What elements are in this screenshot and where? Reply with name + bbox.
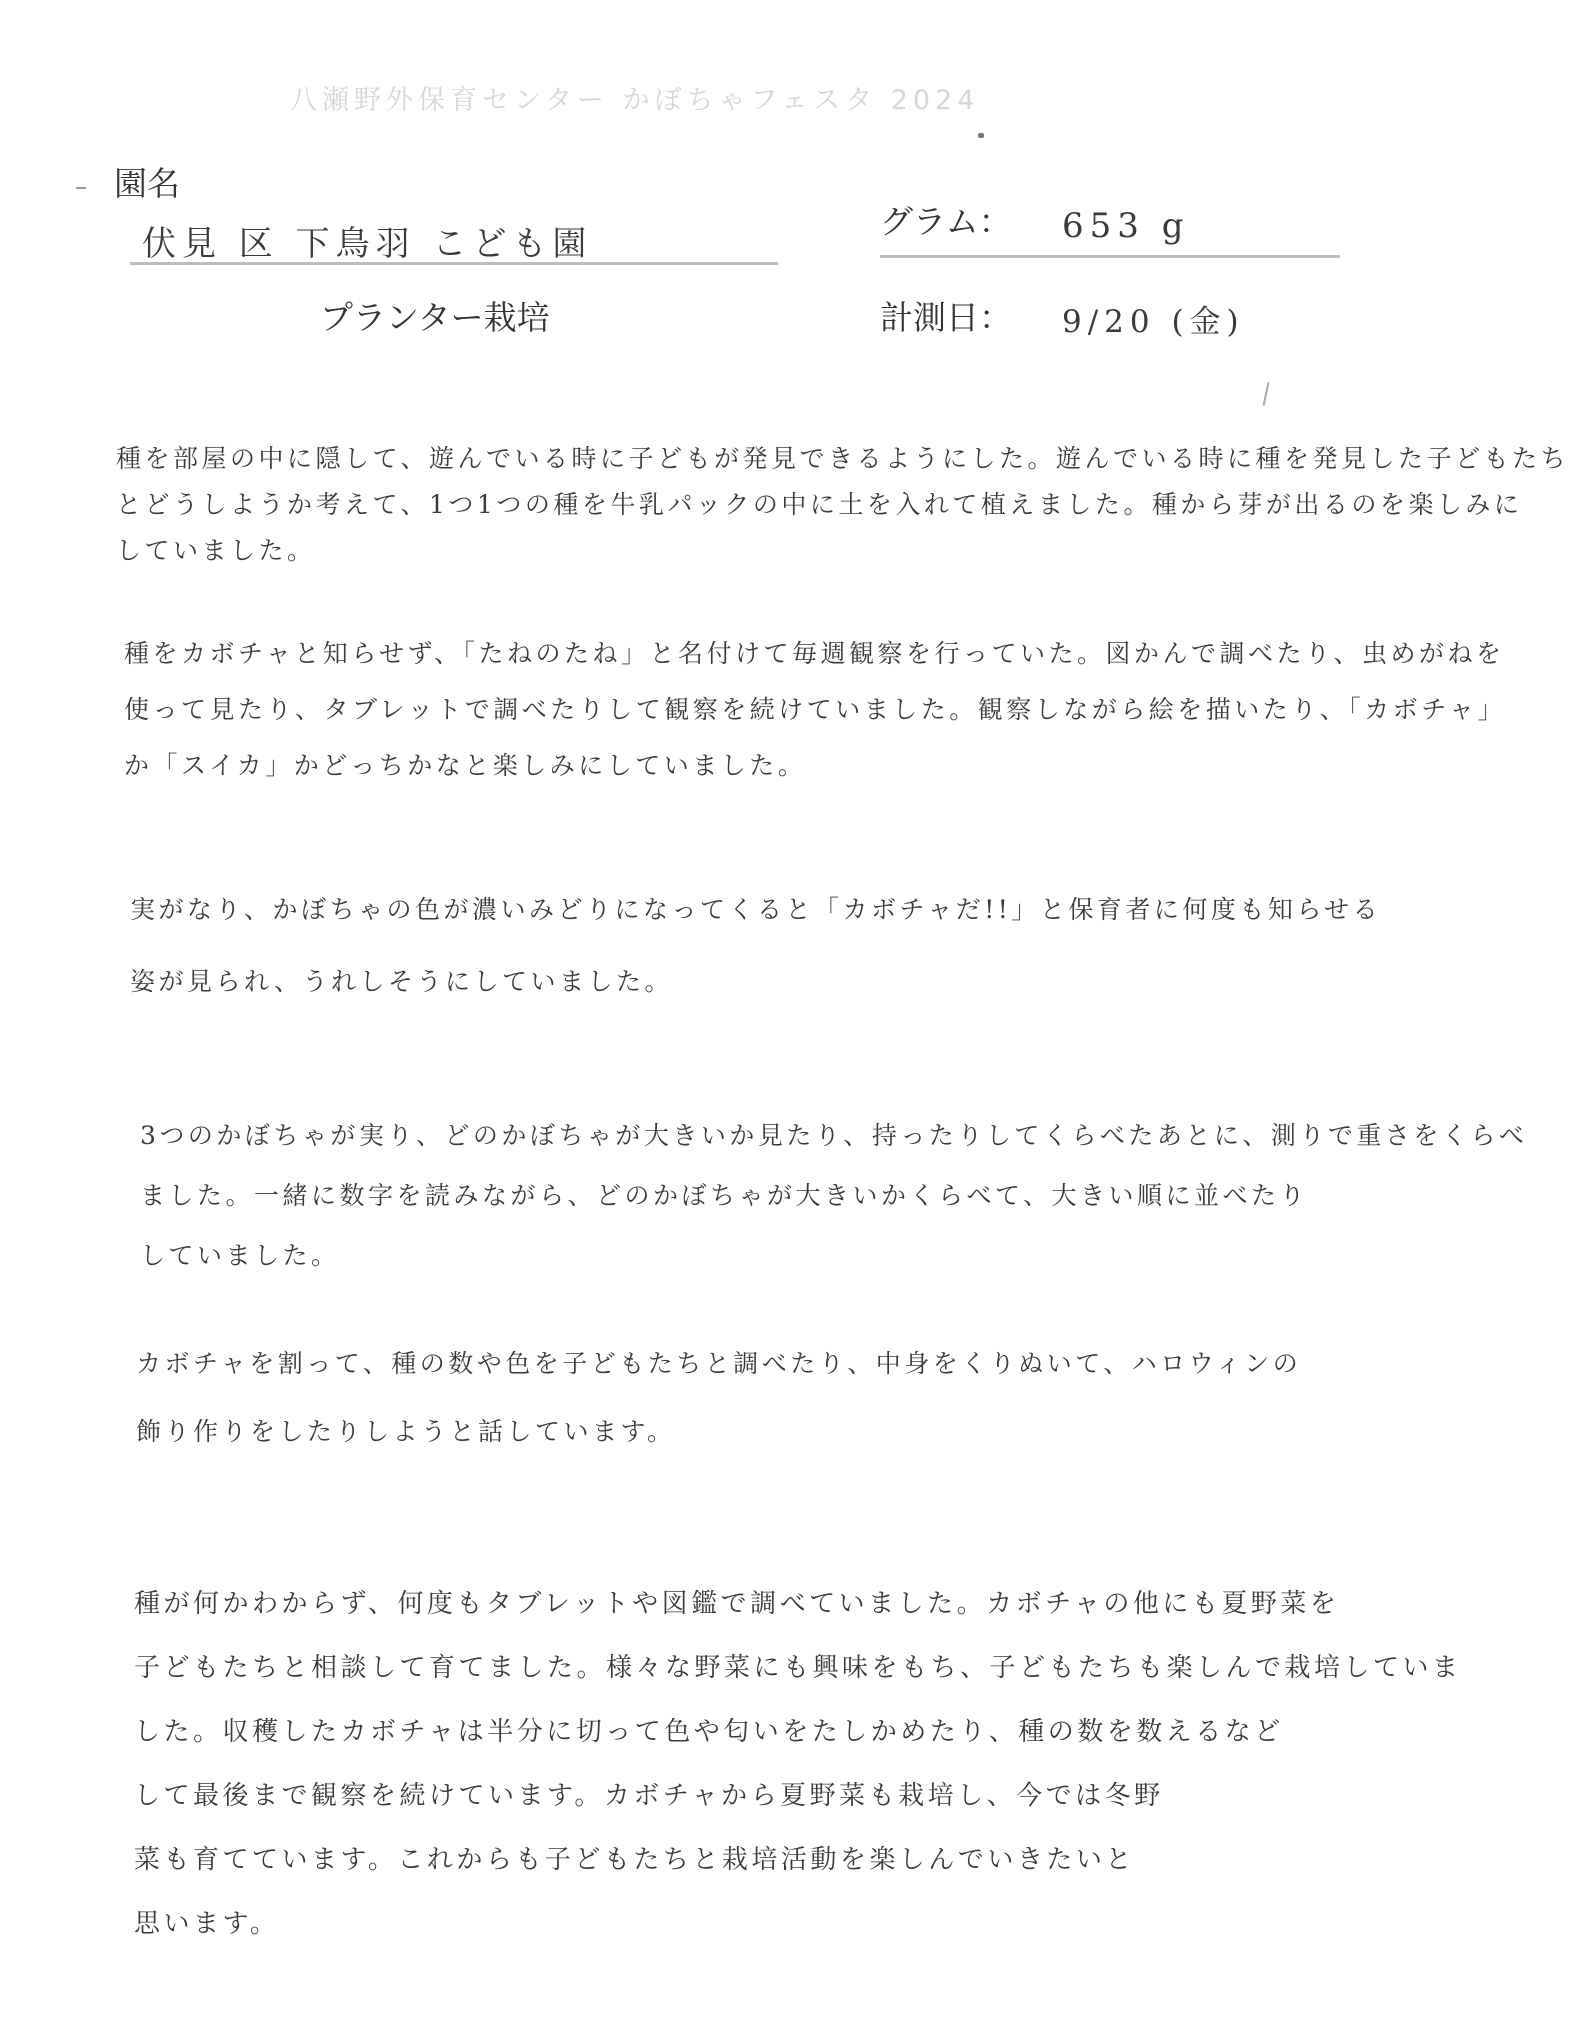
school-label: 園名 bbox=[114, 164, 180, 203]
section-5-line: 飾り作りをしたりしようと話しています。 bbox=[136, 1417, 676, 1446]
section-6-line: 菜も育てています。これからも子どもたちと栽培活動を楽しんでいきたいと bbox=[134, 1845, 1135, 1875]
margin-mark bbox=[1263, 382, 1270, 406]
section-6-line: 種が何かわからず、何度もタブレットや図鑑で調べていました。カボチャの他にも夏野菜を bbox=[134, 1589, 1340, 1619]
section-4-line: ました。一緒に数字を読みながら、どのかぼちゃが大きいかくらべて、大きい順に並べたり bbox=[140, 1181, 1309, 1210]
date-label: 計測日： bbox=[880, 298, 1012, 337]
ink-dot bbox=[978, 133, 984, 138]
section-3 bbox=[130, 874, 1382, 1018]
section-6-line: 思います。 bbox=[134, 1909, 280, 1939]
weight-value: 653 g bbox=[1062, 206, 1190, 246]
section-6-line: して最後まで観察を続けています。カボチャから夏野菜も栽培し、今では冬野 bbox=[134, 1781, 1164, 1811]
section-1-line: 種を部屋の中に隠して、遊んでいる時に子どもが発見できるようにした。遊んでいる時に種を発見した子どもたち bbox=[116, 444, 1569, 473]
school-name-underline bbox=[130, 262, 778, 265]
weight-underline bbox=[880, 255, 1340, 258]
section-6-line: した。収穫したカボチャは半分に切って色や匂いをたしかめたり、種の数を数えるなど bbox=[134, 1717, 1284, 1747]
section-2-line: 使って見たり、タブレットで調べたりして観察を続けていました。観察しながら絵を描いたり、「カボチャ」 bbox=[124, 695, 1507, 724]
section-3-line: 実がなり、かぼちゃの色が濃いみどりになってくると「カボチャだ!!」と保育者に何度も知らせる bbox=[130, 895, 1382, 924]
section-1 bbox=[116, 436, 1569, 574]
section-2-line: 種をカボチャと知らせず、「たねのたね」と名付けて毎週観察を行っていた。図かんで調べたり、虫めがねを bbox=[124, 639, 1505, 668]
section-2 bbox=[124, 626, 1507, 794]
section-6-line: 子どもたちと相談して育てました。様々な野菜にも興味をもち、子どもたちも楽しんで栽培していま bbox=[134, 1653, 1462, 1683]
school-name: 伏見 区 下鳥羽 こども園 bbox=[142, 224, 593, 264]
margin-mark bbox=[76, 187, 86, 189]
section-6 bbox=[134, 1572, 1462, 1956]
section-4 bbox=[140, 1106, 1528, 1286]
section-4-line: していました。 bbox=[140, 1241, 340, 1270]
section-3-line: 姿が見られ、うれしそうにしていました。 bbox=[130, 967, 674, 996]
event-title: 八瀬野外保育センター かぼちゃフェスタ 2024 bbox=[290, 85, 980, 116]
section-1-line: していました。 bbox=[116, 536, 316, 565]
section-2-line: か「スイカ」かどっちかなと楽しみにしていました。 bbox=[124, 751, 807, 780]
section-4-line: 3つのかぼちゃが実り、どのかぼちゃが大きいか見たり、持ったりしてくらべたあとに、測りで重さをくらべ bbox=[140, 1121, 1528, 1150]
section-5-line: カボチャを割って、種の数や色を子どもたちと調べたり、中身をくりぬいて、ハロウィンの bbox=[136, 1349, 1302, 1378]
date-value: 9/20 (金) bbox=[1062, 304, 1245, 340]
section-1-line: とどうしようか考えて、1つ1つの種を牛乳パックの中に土を入れて植えました。種から芽が出るのを楽しみに bbox=[116, 490, 1523, 519]
weight-label: グラム： bbox=[880, 202, 1012, 241]
cultivation-method: プランター栽培 bbox=[320, 298, 550, 337]
section-5 bbox=[136, 1330, 1336, 1466]
